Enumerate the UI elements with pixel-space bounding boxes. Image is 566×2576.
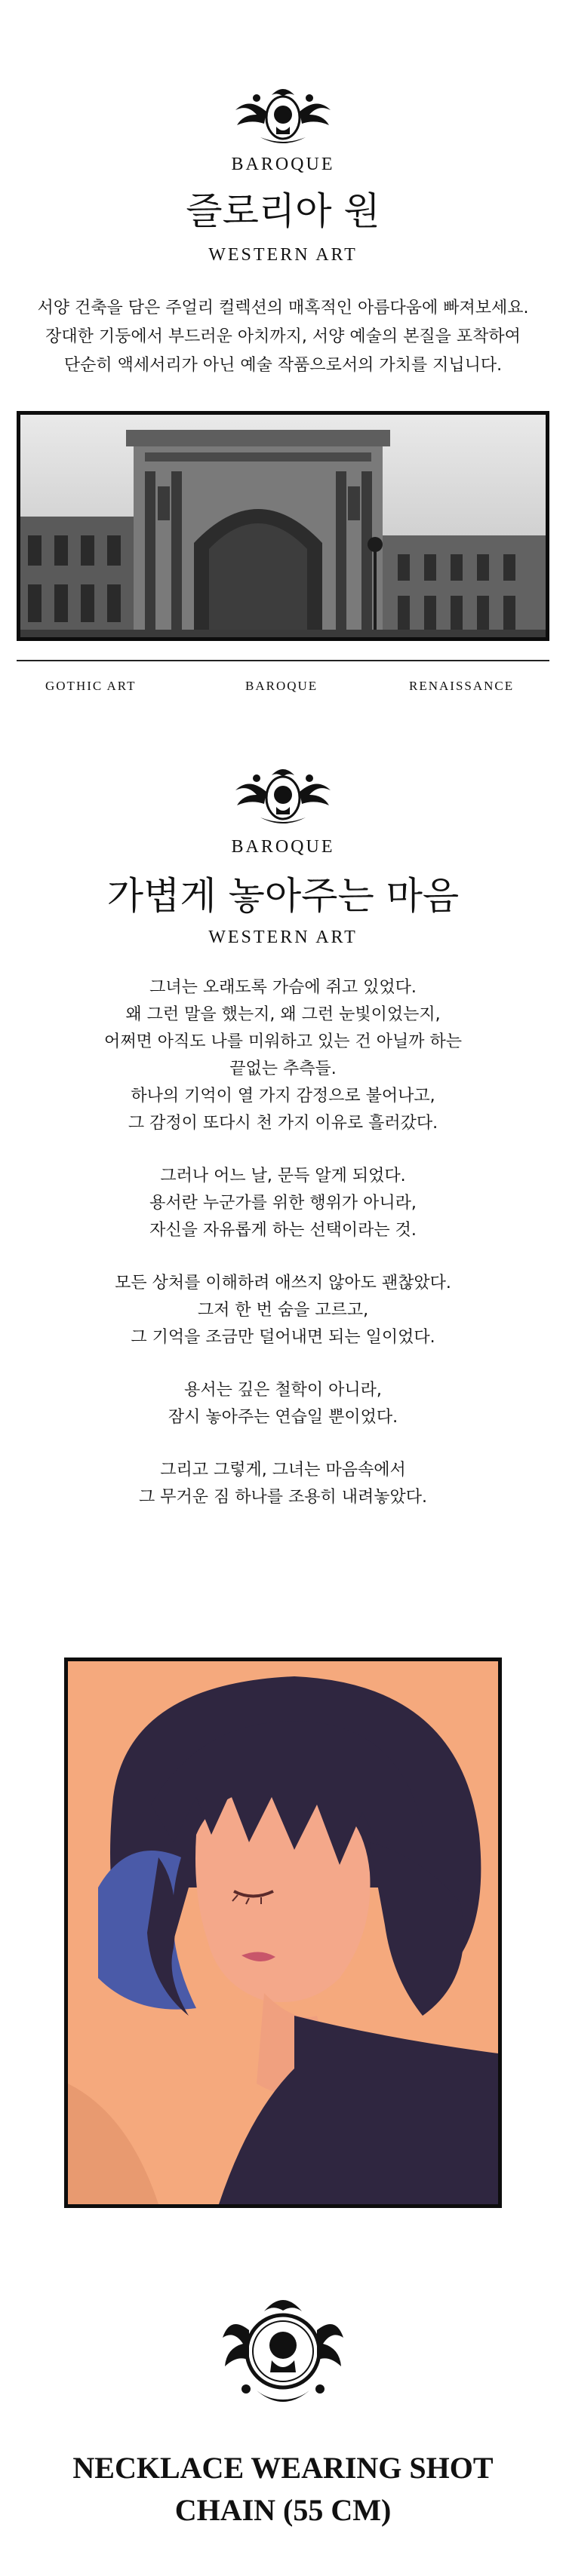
section2-title: 가볍게 놓아주는 마음: [106, 874, 460, 918]
poem-line: 모든 상처를 이해하려 애쓰지 않아도 괜찮았다.: [115, 1274, 451, 1293]
poem-line: 왜 그런 말을 했는지, 왜 그런 눈빛이었는지,: [125, 1005, 441, 1024]
poem-stanza: [0, 1270, 566, 1351]
category-renaissance: RENAISSANCE: [409, 679, 515, 693]
medallion-emblem-icon: [219, 2285, 347, 2413]
paragraph-line: 단순히 액세서리가 아닌 예술 작품으로서의 가치를 지닙니다.: [63, 356, 503, 375]
section2-label-top: BAROQUE: [231, 837, 335, 857]
divider: [17, 660, 549, 661]
poem-line: 자신을 자유롭게 하는 선택이라는 것.: [149, 1221, 417, 1240]
poem-line: 용서는 깊은 철학이 아니라,: [184, 1381, 382, 1400]
baroque-emblem-icon: [226, 762, 340, 830]
product-title: [0, 2447, 566, 2532]
arch-building-image: [20, 415, 546, 637]
poem-line: 그녀는 오래도록 가슴에 쥐고 있었다.: [149, 978, 417, 997]
section2-label-bottom: WESTERN ART: [208, 928, 358, 947]
category-baroque: BAROQUE: [245, 679, 318, 693]
section1-paragraph: [0, 294, 566, 380]
poem-line: 하나의 기억이 열 가지 감정으로 불어나고,: [131, 1087, 435, 1106]
poem: [0, 974, 566, 1511]
poem-line: 잠시 놓아주는 연습일 뿐이었다.: [168, 1408, 398, 1427]
poem-line: 그리고 그렇게, 그녀는 마음속에서: [160, 1461, 406, 1480]
paragraph-line: 서양 건축을 담은 주얼리 컬렉션의 매혹적인 아름다움에 빠져보세요.: [37, 299, 529, 317]
poem-line: 용서란 누군가를 위한 행위가 아니라,: [149, 1194, 417, 1213]
poem-line: 그 기억을 조금만 덜어내면 되는 일이었다.: [131, 1328, 435, 1347]
poem-stanza: [0, 1163, 566, 1244]
poem-line: 그저 한 번 숨을 고르고,: [197, 1301, 369, 1320]
poem-line: 어쩌면 아직도 나를 미워하고 있는 건 아닐까 하는: [104, 1032, 462, 1051]
poem-stanza: [0, 1377, 566, 1431]
poem-line: 끝없는 추측들.: [229, 1060, 337, 1078]
section1-label-top: BAROQUE: [231, 155, 335, 174]
product-title-line2: CHAIN (55 CM): [174, 2493, 392, 2527]
portrait-illustration: [64, 1658, 502, 2208]
poem-line: 그 무거운 짐 하나를 조용히 내려놓았다.: [139, 1488, 427, 1507]
section1-label-bottom: WESTERN ART: [208, 245, 358, 265]
architecture-photo: [17, 411, 549, 641]
woman-portrait-image: [68, 1661, 498, 2204]
paragraph-line: 장대한 기둥에서 부드러운 아치까지, 서양 예술의 본질을 포착하여: [45, 327, 521, 346]
poem-line: 그러나 어느 날, 문득 알게 되었다.: [160, 1167, 406, 1185]
poem-line: 그 감정이 또다시 천 가지 이유로 흘러갔다.: [128, 1114, 438, 1133]
poem-stanza: [0, 1457, 566, 1511]
poem-stanza: [0, 974, 566, 1137]
section1-title: 즐로리아 원: [186, 189, 380, 233]
product-title-line1: NECKLACE WEARING SHOT: [72, 2451, 494, 2485]
category-gothic-art: GOTHIC ART: [45, 679, 137, 693]
baroque-emblem-icon: [226, 81, 340, 149]
